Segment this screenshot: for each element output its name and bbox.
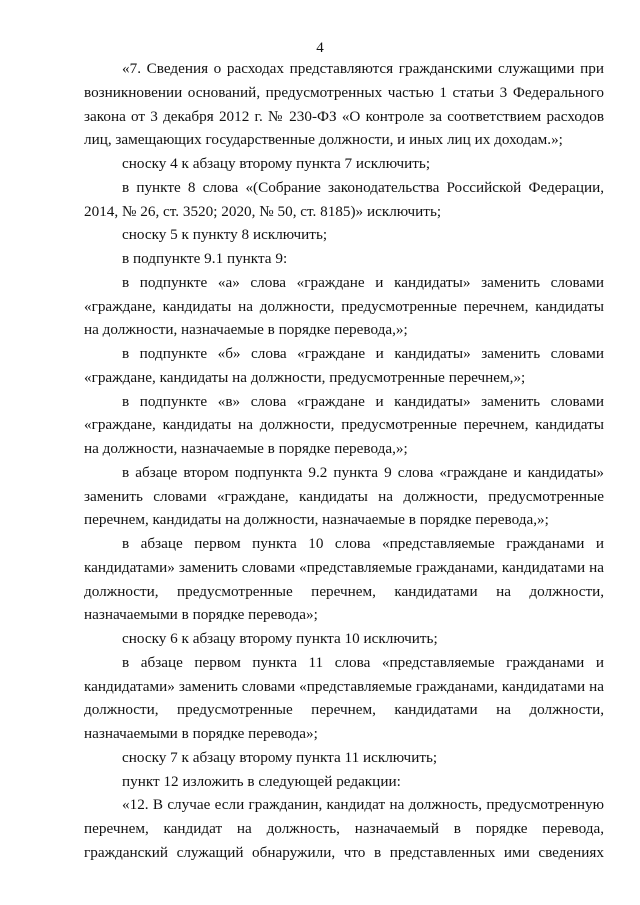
paragraph: в абзаце втором подпункта 9.2 пункта 9 слова «граждане и кандидаты» заменить словами «граждане, кандидаты на должности, предусмотренные перечнем, кандидаты на должности, назначаемые в порядке перевода,»;	[84, 463, 604, 529]
paragraph: сноску 7 к абзацу второму пункта 11 исключить;	[122, 748, 438, 766]
paragraph: в абзаце первом пункта 11 слова «представляемые гражданами и кандидатами» заменить словами «представляемые гражданами, кандидатами на должности, предусмотренные перечнем, кандидатами на должности, назначаемыми в порядке перевода»;	[84, 653, 604, 742]
paragraph: в подпункте «б» слова «граждане и кандидаты» заменить словами «граждане, кандидаты на должности, предусмотренные перечнем,»;	[84, 345, 604, 386]
document-body	[84, 57, 604, 865]
paragraph: «7. Сведения о расходах представляются гражданскими служащими при возникновении оснований, предусмотренных частью 1 статьи 3 Федерального закона от 3 декабря 2012 г. № 230-ФЗ «О контроле за соответствием расходов лиц, замещающих государственные должности, и иных лиц их доходам.»;	[84, 60, 604, 149]
paragraph: сноску 6 к абзацу второму пункта 10 исключить;	[122, 630, 438, 647]
paragraph: в подпункте «в» слова «граждане и кандидаты» заменить словами «граждане, кандидаты на должности, предусмотренные перечнем, кандидаты на должности, назначаемые в порядке перевода,»;	[84, 392, 604, 457]
paragraph: в подпункте 9.1 пункта 9:	[122, 250, 288, 267]
paragraph: в абзаце первом пункта 10 слова «представляемые гражданами и кандидатами» заменить словами «представляемые гражданами, кандидатами на должности, предусмотренные перечнем, кандидатами на должности, назначаемыми в порядке перевода»;	[84, 535, 604, 624]
page-number: 4	[316, 40, 324, 56]
paragraph: сноску 4 к абзацу второму пункта 7 исключить;	[122, 155, 431, 172]
paragraph: «12. В случае если гражданин, кандидат на должность, предусмотренную перечнем, кандидат на должность, назначаемый в порядке перевода, гражданский служащий обнаружили, что в представленных ими сведениях	[84, 796, 604, 861]
paragraph: в пункте 8 слова «(Собрание законодательства Российской Федерации, 2014, № 26, ст. 3520; 2020, № 50, ст. 8185)» исключить;	[84, 178, 604, 220]
paragraph: сноску 5 к пункту 8 исключить;	[122, 226, 328, 244]
paragraph: пункт 12 изложить в следующей редакции:	[122, 772, 401, 790]
paragraph: в подпункте «а» слова «граждане и кандидаты» заменить словами «граждане, кандидаты на должности, предусмотренные перечнем, кандидаты на должности, назначаемые в порядке перевода,»;	[84, 273, 604, 339]
